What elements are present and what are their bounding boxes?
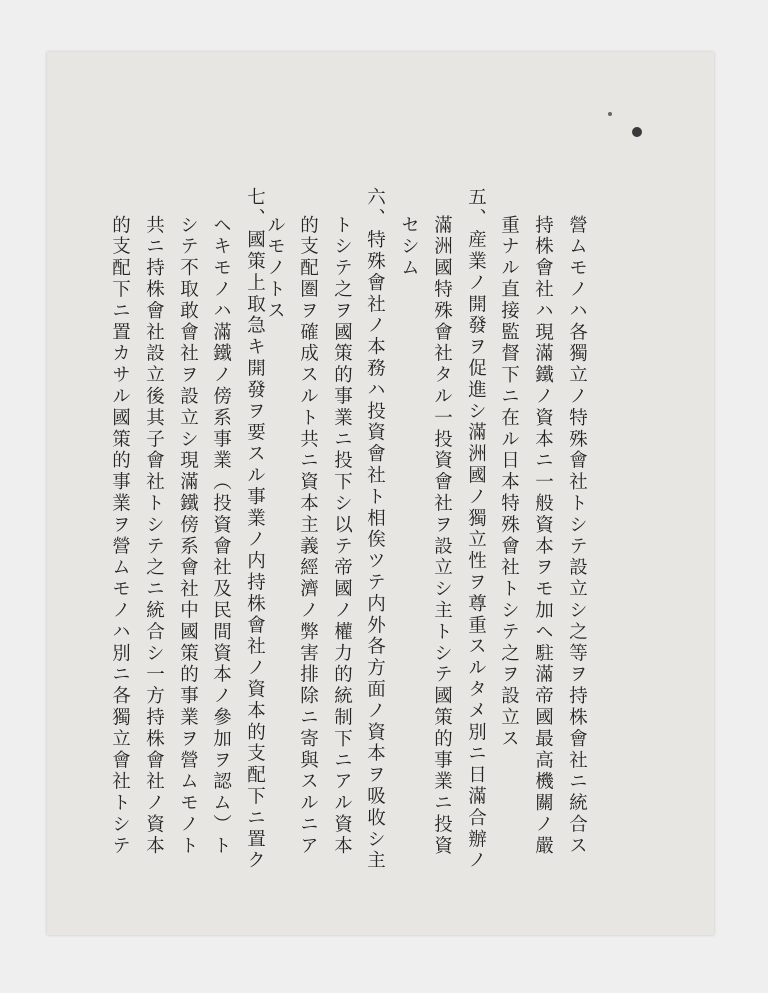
text-column-14: 共ニ持株會社設立後其子會社トシテ之ニ統合シ一方持株會社ノ資本: [143, 215, 165, 857]
text-column-7: 六、特殊會社ノ本務ハ投資會社ト相俟ツテ内外各方面ノ資本ヲ吸收シ主: [364, 187, 386, 872]
ink-speck: [608, 112, 612, 116]
text-column-9: 的支配圏ヲ確成スルト共ニ資本主義經濟ノ弊害排除ニ寄與スルニア: [297, 215, 319, 857]
text-column-10: ルモノトス: [264, 215, 286, 322]
text-column-1: 營ムモノハ各獨立ノ特殊會社トシテ設立シ之等ヲ持株會社ニ統合ス: [566, 215, 588, 857]
text-column-6: セシム: [398, 215, 420, 280]
text-column-15: 的支配下ニ置カサル國策的事業ヲ營ムモノハ別ニ各獨立會社トシテ: [109, 215, 131, 857]
text-column-4: 五、産業ノ開發ヲ促進シ滿洲國ノ獨立性ヲ尊重スルタメ別ニ日滿合辦ノ: [465, 187, 487, 872]
text-column-12: ヘキモノハ滿鐵ノ傍系事業（投資會社及民間資本ノ參加ヲ認ム）ト: [210, 215, 232, 857]
document-page: [47, 52, 714, 935]
text-column-5: 滿洲國特殊會社タル一投資會社ヲ設立シ主トシテ國策的事業ニ投資: [431, 215, 453, 857]
text-column-3: 重ナル直接監督下ニ在ル日本特殊會社トシテ之ヲ設立ス: [498, 215, 520, 750]
ink-spot: [632, 127, 642, 137]
text-column-8: トシテ之ヲ國策的事業ニ投下シ以テ帝國ノ權力的統制下ニアル資本: [331, 215, 353, 857]
text-column-2: 持株會社ハ現滿鐵ノ資本ニ一般資本ヲモ加ヘ駐滿帝國最高機關ノ嚴: [532, 215, 554, 857]
text-column-13: シテ不取敢會社ヲ設立シ現滿鐵傍系會社中國策的事業ヲ營ムモノト: [177, 215, 199, 857]
text-column-11: 七、國策上取急キ開發ヲ要スル事業ノ内持株會社ノ資本的支配下ニ置ク: [244, 187, 266, 872]
